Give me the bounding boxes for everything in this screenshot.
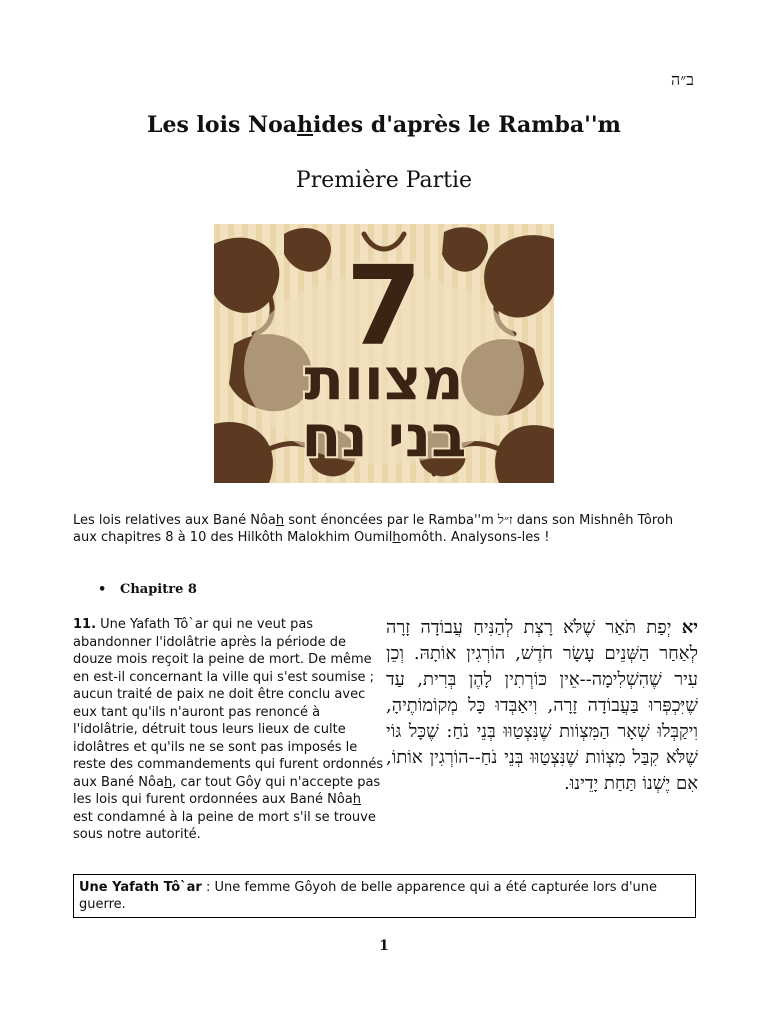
french-law-paragraph — [73, 616, 385, 844]
chapter-label: Chapitre 8 — [120, 582, 197, 597]
cover-line-1: מצוות — [304, 345, 464, 413]
law-underlined-h-2: h — [352, 792, 362, 807]
intro-hebrew-abbrev: ז״ל — [497, 513, 513, 528]
intro-text-2: sont énoncées par le Ramba''m — [284, 513, 498, 528]
cover-numeral: 7 — [345, 242, 423, 370]
title-text-1: Les lois Noa — [147, 112, 298, 138]
hebrew-law-number: יא — [681, 617, 698, 638]
definition-box — [73, 874, 696, 918]
law-text-2: , car tout Gôy qui n'accepte pas les lois qui furent ordonnées aux Bané Nôa — [73, 774, 381, 807]
cover-line-2: בני נח — [301, 402, 467, 470]
intro-text-4: omôth. Analysons-les ! — [400, 530, 550, 545]
title-text-2: ides d'après le Ramba''m — [313, 112, 621, 138]
intro-text-3: dans son Mishnêh Tôroh aux chapitres 8 à 10 des Hilkôth Malokhim Oumil — [73, 513, 674, 545]
hebrew-law-text: יְפַת תֹּאַר שֶׁלֹּא רָצְת לְהַנִּיחַ עֲבוֹדָה זָרָה לְאַחַר הַשְּׁנֵים עָשָׂר חֹדֶשׁ, הוֹרְגִין אוֹתָהּ. וְכֵן עִיר שֶׁהִשְׁלִימָה--אֵין כּוֹרְתִין לָהֶן בְּרִית, עַד שֶׁיִּכְפְּרוּ בַּעֲבוֹדָה זָרָה, וִיאַבְּדוּ כָּל מְקוֹמוֹתֶיהָ, וִיקַבְּלוּ שְׁאָר הַמִּצְוֹות שֶׁנִּצְטַוּוּ בְּנֵי נֹחַ: שֶׁכָּל גּוֹי שֶׁלֹּא קִבַּל מִצְוֹות שֶׁנִּצְטַוּוּ בְּנֵי נֹחַ--הוֹרְגִין אוֹתוֹ, אִם יֶשְׁנוֹ תַּחַת יָדֵינוּ. — [386, 617, 698, 794]
page-subtitle: Première Partie — [295, 168, 473, 193]
law-number: 11. — [73, 617, 97, 632]
title-underlined-h: h — [297, 112, 314, 138]
hebrew-law-paragraph — [386, 615, 698, 797]
intro-paragraph — [73, 512, 698, 546]
intro-underlined-h-2: h — [392, 530, 401, 545]
definition-term: Une Yafath Tô`ar — [79, 880, 202, 895]
law-text-1: Une Yafath Tô`ar qui ne veut pas abandonner l'idolâtrie après la période de douze mois reçoit la peine de mort. De même en est-il concernant la ville qui s'est soumise ; aucun traité de paix ne doit être conclu avec eux tant qu'ils n'auront pas renoncé à l'idolâtrie, détruit tous leurs lieux de culte idolâtres et qu'ils ne se sont pas imposés le reste des commandements qui furent ordonnés aux Bané Nôa — [73, 617, 384, 790]
cover-image — [214, 224, 554, 483]
chapter-heading — [98, 582, 197, 597]
page-number: 1 — [379, 938, 389, 954]
law-underlined-h-1: h — [163, 774, 173, 790]
intro-underlined-h-1: h — [275, 513, 285, 528]
bh-header: ב״ה — [671, 70, 694, 89]
page-title — [0, 112, 768, 138]
definition-text: : Une femme Gôyoh de belle apparence qui a été capturée lors d'une guerre. — [79, 880, 658, 912]
bullet-icon: • — [98, 582, 107, 597]
intro-text-1: Les lois relatives aux Bané Nôa — [73, 513, 276, 528]
law-text-3: est condamné à la peine de mort s'il se trouve sous notre autorité. — [73, 809, 376, 842]
